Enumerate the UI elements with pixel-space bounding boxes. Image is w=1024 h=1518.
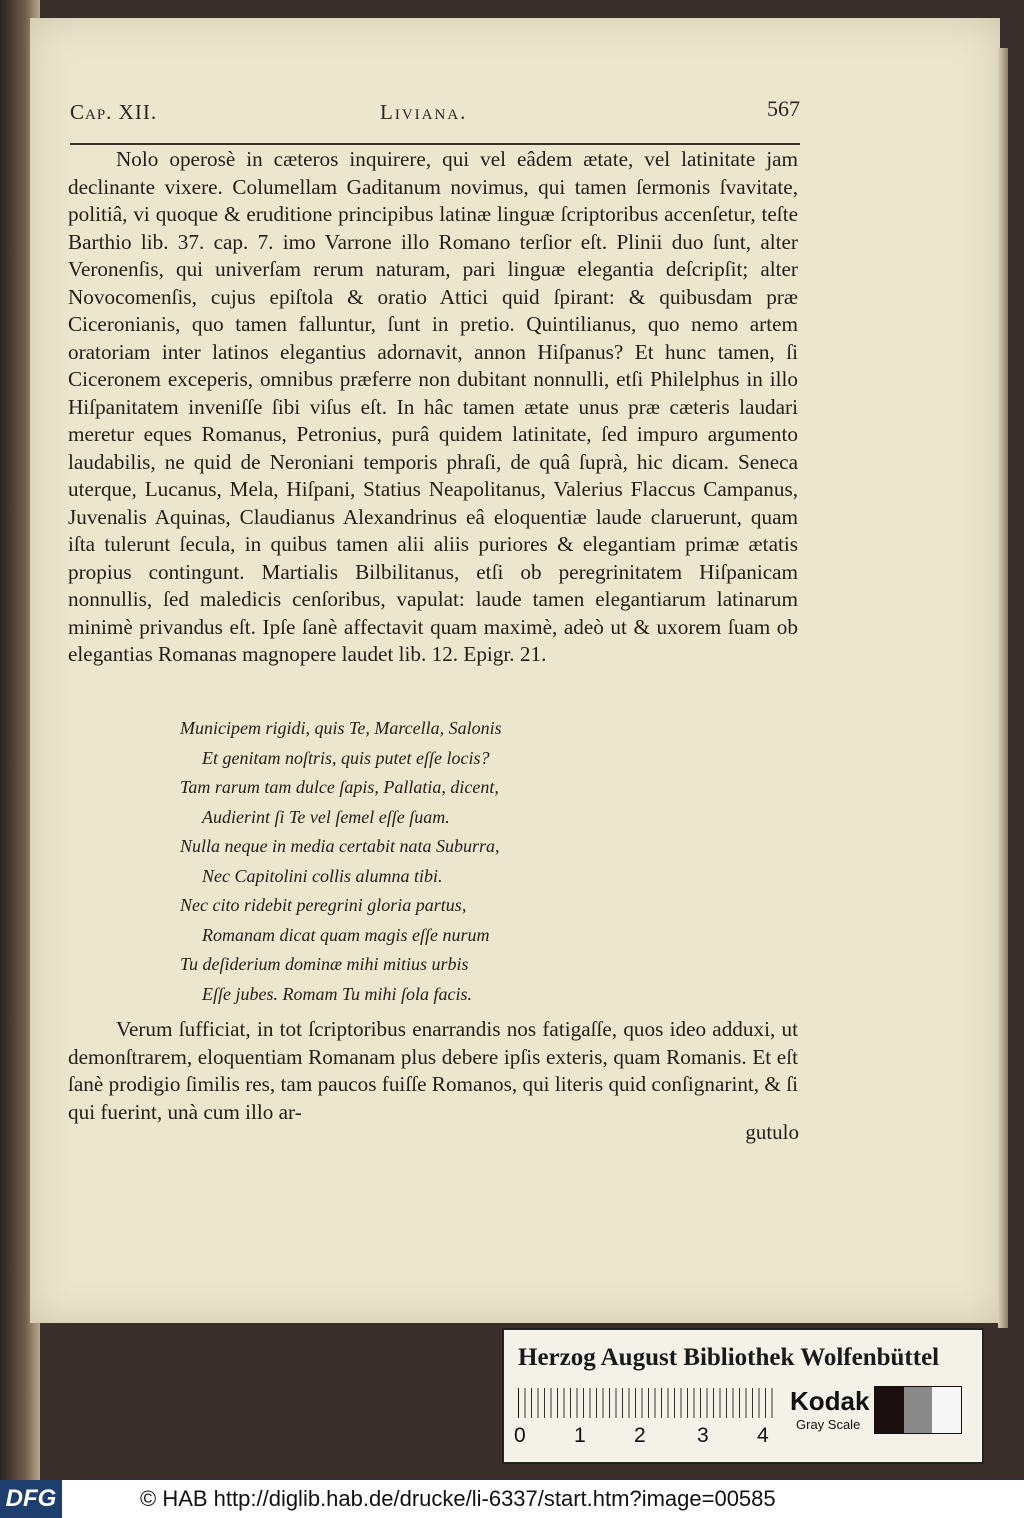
swatch-gray [904,1387,933,1433]
swatch-black [875,1387,904,1433]
ruler-number: 2 [634,1424,646,1447]
verse-line: Tam rarum tam dulce ſapis, Pallatia, dicent, [180,777,499,797]
header-title: Liviana. [380,100,468,124]
header-chapter: Cap. XII. [70,100,158,124]
verse-line: Municipem rigidi, quis Te, Marcella, Salonis [180,718,502,738]
swatch-white [932,1387,961,1433]
ruler-number: 0 [514,1424,526,1447]
main-text-block [68,146,798,669]
page-edge [998,48,1008,1328]
gray-swatches [874,1386,962,1434]
paragraph-1: Nolo operosè in cæteros inquirere, qui vel eâdem ætate, vel latinitate jam declinante vixere. Columellam Gaditanum novimus, qui tamen ſermonis ſvavitate, politiâ, vi quoque & eruditione principibus latinæ linguæ ſcriptoribus accenſetur, teſte Barthio lib. 37. cap. 7. imo Varrone illo Romano terſior eſt. Plinii duo ſunt, alter Veronenſis, qui univerſam rerum naturam, pari linguæ elegantia deſcripſit; alter Novocomenſis, cujus epiſtola & oratio Attici quid ſpirant: & quibusdam præ Ciceronianis, quo tamen falluntur, ſunt in pretio. Quintilianus, quo nemo artem oratoriam inter latinos elegantius adornavit, annon Hiſpanus? Et hunc tamen, ſi Ciceronem exceperis, omnibus præferre non dubitant nonnulli, etſi Philelphus in illo Hiſpanitatem inveniſſe ſibi viſus eſt. In hâc tamen ætate unus præ cæteris laudari meretur eques Romanus, Petronius, purâ quidem latinitate, ſed impuro argumento laudabilis, ne quid de Neroniani temporis phraſi, de quâ ſuprà, hic dicam. Seneca uterque, Lucanus, Mela, Hiſpani, Statius Neapolitanus, Valerius Flaccus Campanus, Juvenalis Aquinas, Claudianus Alexandrinus eâ eloquentiæ laude claruerunt, quam iſta tulerunt ſecula, in quibus tamen alii aliis puriores & elegantiam primæ ætatis propius contingunt. Martialis Bilbilitanus, etſi ob peregrinitatem Hiſpanicam nonnullis, ſed maledicis cenſoribus, vapulat: laude tamen elegantiarum latinarum minimè privandus eſt. Ipſe ſanè affectavit quam maximè, adeò ut & uxorem ſuam ob elegantias Romanas magnopere laudet lib. 12. Epigr. 21. [68,147,798,666]
footer-bar [0,1480,1024,1518]
verse-line: Audierint ſi Te vel ſemel eſſe ſuam. [202,806,450,827]
ruler-number: 1 [574,1424,586,1447]
verse-line: Nulla neque in media certabit nata Suburra, [180,836,500,856]
library-color-card [502,1328,984,1464]
gray-scale-label: Gray Scale [796,1417,861,1432]
verse-line: Eſſe jubes. Romam Tu mihi ſola facis. [202,983,472,1004]
library-name: Herzog August Bibliothek Wolfenbüttel [518,1344,940,1371]
verse-line: Romanam dicat quam magis eſſe nurum [202,924,490,945]
dfg-logo: DFG [0,1480,62,1518]
ruler-ticks [518,1388,778,1418]
ruler-number: 4 [757,1424,769,1447]
verse-line: Tu deſiderium dominæ mihi mitius urbis [180,954,469,974]
running-header [70,88,800,128]
page-number: 567 [767,96,800,121]
closing-text-block [68,1016,798,1126]
catchword: gutulo [745,1120,799,1144]
kodak-logo: Kodak [790,1386,870,1416]
epigram-verse [180,714,600,1009]
verse-line: Et genitam noſtris, quis putet eſſe locis? [202,747,490,768]
verse-line: Nec cito ridebit peregrini gloria partus, [180,895,467,915]
ruler-number: 3 [697,1424,709,1447]
verse-line: Nec Capitolini collis alumna tibi. [202,865,443,886]
header-rule [70,143,800,145]
credit-link[interactable]: © HAB http://diglib.hab.de/drucke/li-6337/start.htm?image=00585 [140,1486,776,1511]
paragraph-2: Verum ſufficiat, in tot ſcriptoribus enarrandis nos fatigaſſe, quos ideo adduxi, ut demonſtrarem, eloquentiam Romanam plus debere ipſis exteris, quam Romanis. Et eſt ſanè prodigio ſimilis res, tam paucos fuiſſe Romanos, qui literis quid conſignarint, & ſi qui fuerint, unà cum illo ar- [68,1017,798,1124]
